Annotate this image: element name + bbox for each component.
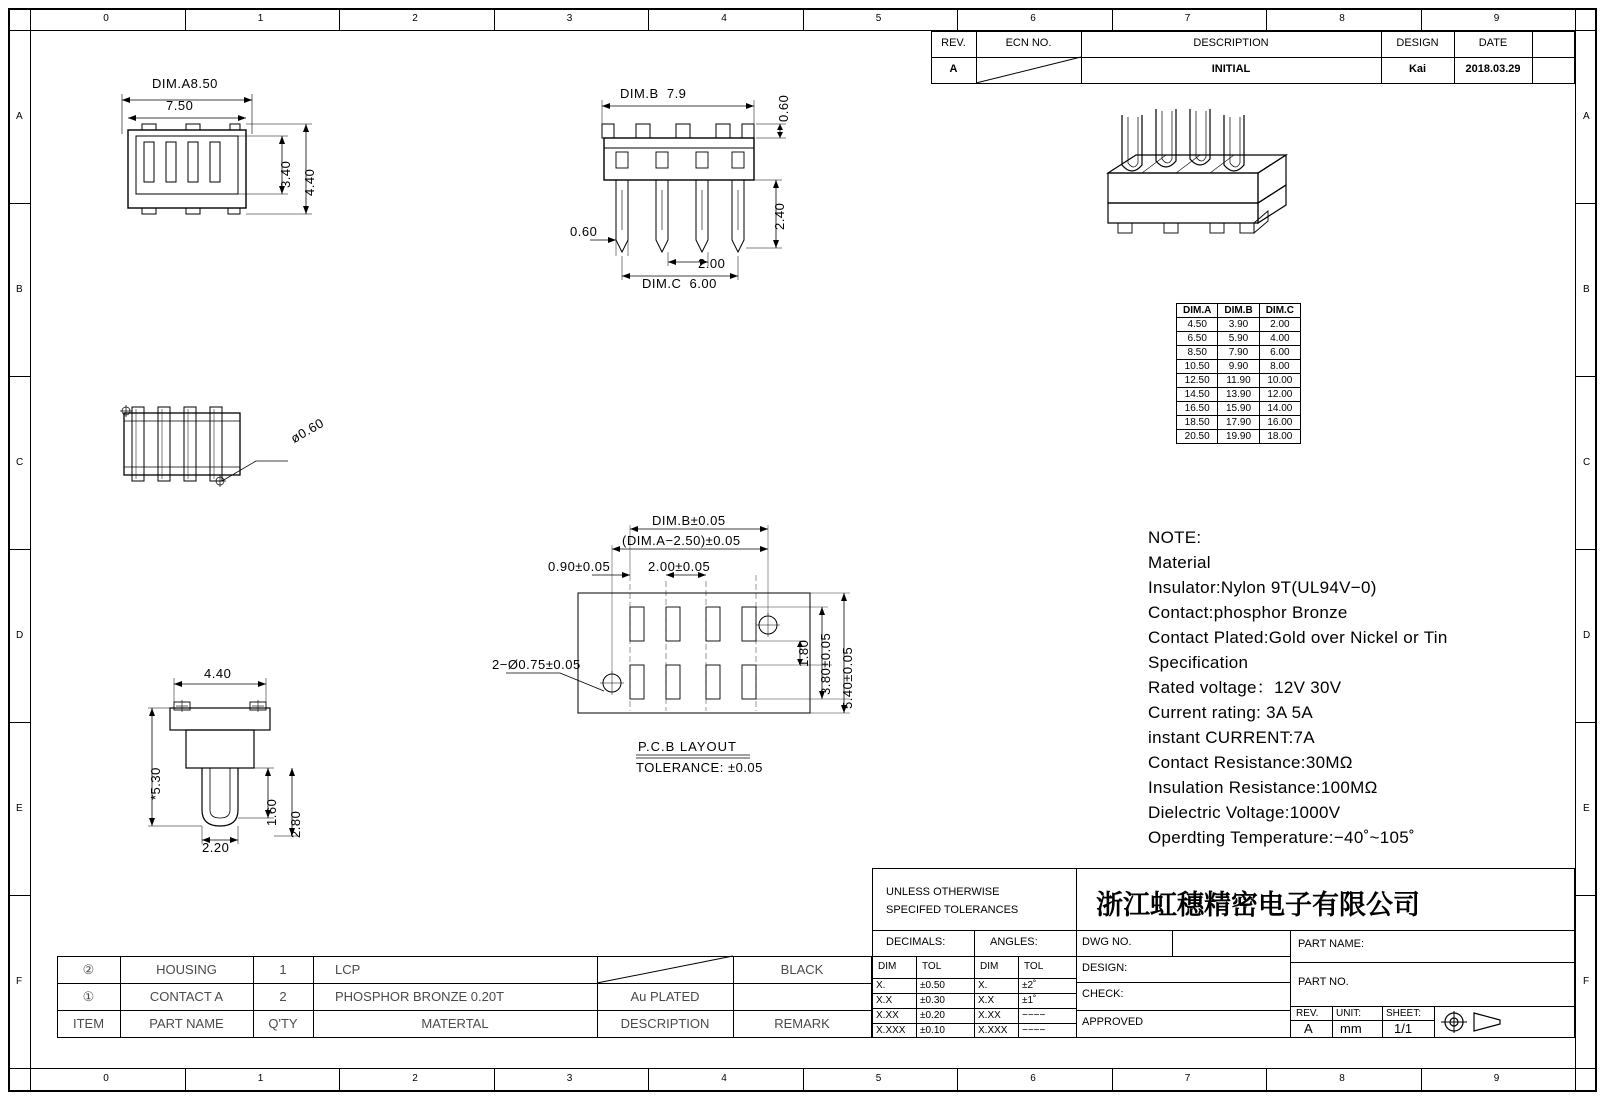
projection-symbol-icon — [1438, 1008, 1508, 1036]
front-dim-a-label: DIM.A8.50 — [152, 76, 218, 91]
bom-cell: CONTACT A — [149, 989, 224, 1004]
bom-cell: PART NAME — [149, 1016, 224, 1031]
view-isometric — [1090, 95, 1320, 255]
column-mark-top: 5 — [875, 13, 882, 24]
tolerance-header: TOL — [1024, 961, 1044, 972]
unit-value: mm — [1340, 1021, 1362, 1036]
dim-table-row — [1177, 430, 1301, 444]
rev-row-date: 2018.03.29 — [1465, 63, 1521, 75]
column-divider — [185, 1068, 186, 1090]
dim-table-cell: 18.00 — [1259, 430, 1300, 444]
column-mark-bottom: 0 — [103, 1073, 109, 1084]
bom-cell: ① — [82, 989, 95, 1004]
column-mark-bottom: 7 — [1184, 1073, 1191, 1084]
dim-table-row — [1177, 374, 1301, 388]
tolerance-header: DIM — [878, 961, 897, 972]
note-line: Insulator:Nylon 9T(UL94V−0) — [1148, 578, 1377, 597]
row-divider — [1575, 722, 1597, 723]
dim-table-row — [1177, 318, 1301, 332]
top-dim-b-label: DIM.B 7.9 — [620, 86, 687, 101]
column-mark-bottom: 8 — [1339, 1073, 1345, 1084]
column-mark-bottom: 9 — [1493, 1073, 1500, 1084]
bom-cell: BLACK — [780, 962, 824, 977]
pcb-380-label: 3.80±0.05 — [818, 632, 833, 695]
tolerance-cell: X.XX — [876, 1010, 899, 1021]
dim-table-cell: 2.00 — [1259, 318, 1300, 332]
top-060b-label: 0.60 — [570, 224, 598, 239]
column-divider — [957, 8, 958, 30]
company-name: 浙江虹穗精密电子有限公司 — [1096, 890, 1420, 921]
section-220-label: 2.20 — [202, 840, 230, 855]
row-divider — [8, 722, 30, 723]
bom-cell: Q'TY — [268, 1016, 298, 1031]
view-contact-row — [110, 395, 350, 515]
column-mark-top: 4 — [721, 13, 727, 24]
pcb-180-label: 1.80 — [796, 639, 811, 667]
tolerance-cell: X.X — [876, 995, 893, 1006]
front-width-label: 7.50 — [166, 98, 194, 113]
dim-table-cell: 4.00 — [1259, 332, 1300, 346]
column-divider — [1112, 1068, 1113, 1090]
note-line: Contact:phosphor Bronze — [1148, 603, 1348, 622]
pcb-dim-a-label: (DIM.A−2.50)±0.05 — [622, 533, 741, 548]
sheet-value: 1/1 — [1394, 1021, 1413, 1036]
revision-block — [931, 31, 1575, 83]
field-check-label: CHECK: — [1082, 988, 1124, 1000]
tolerance-header: TOL — [922, 961, 942, 972]
frame-outer-bottom — [8, 1090, 1597, 1092]
note-line: Insulation Resistance:100MΩ — [1148, 778, 1378, 797]
unit-label: UNIT: — [1336, 1008, 1361, 1019]
dim-table-row — [1177, 388, 1301, 402]
column-divider — [648, 1068, 649, 1090]
row-mark-right: F — [1583, 975, 1590, 987]
pcb-tolerance-label: TOLERANCE: ±0.05 — [636, 760, 763, 775]
tolerance-cell: X.XXX — [876, 1025, 906, 1036]
bom-table — [57, 956, 872, 1038]
dim-table-row — [1177, 332, 1301, 346]
dim-table-row — [1177, 346, 1301, 360]
note-line: Material — [1148, 553, 1211, 572]
part-no-label: PART NO. — [1298, 976, 1349, 988]
notes-block — [1148, 528, 1568, 850]
rev-row-description: INITIAL — [1211, 63, 1251, 75]
column-mark-top: 7 — [1184, 13, 1191, 24]
dim-table-row — [1177, 402, 1301, 416]
rev-value: A — [1304, 1021, 1313, 1036]
row-divider — [1575, 895, 1597, 896]
tolerance-cell: ±0.50 — [920, 980, 945, 991]
angles-label: ANGLES: — [990, 936, 1038, 948]
tolerance-note-line1: UNLESS OTHERWISE — [886, 886, 1000, 898]
view-top-pins — [570, 80, 900, 300]
section-280-label: 2.80 — [288, 810, 303, 838]
column-divider — [1266, 8, 1267, 30]
field-dwg-no-label: DWG NO. — [1082, 936, 1132, 948]
row-divider — [8, 549, 30, 550]
top-dim-c-label: DIM.C 6.00 — [642, 276, 717, 291]
row-mark-right: D — [1583, 629, 1591, 641]
dim-table-cell: 18.50 — [1177, 416, 1218, 430]
column-mark-bottom: 4 — [721, 1073, 727, 1084]
column-divider — [803, 1068, 804, 1090]
pcb-dim-b-label: DIM.B±0.05 — [652, 513, 726, 528]
tolerance-cell: X.XXX — [978, 1025, 1008, 1036]
tolerance-cell: ±0.20 — [920, 1010, 945, 1021]
tolerance-cell: X.X — [978, 995, 995, 1006]
note-line: Specification — [1148, 653, 1249, 672]
column-mark-bottom: 5 — [875, 1073, 882, 1084]
row-mark-right: B — [1583, 283, 1590, 295]
row-divider — [8, 203, 30, 204]
tolerance-header: DIM — [980, 961, 999, 972]
notes-title: NOTE: — [1148, 528, 1202, 547]
note-line: instant CURRENT:7A — [1148, 728, 1315, 747]
tolerance-cell: −−−− — [1022, 1025, 1046, 1036]
front-inner-height-label: 3.40 — [278, 160, 293, 188]
row-mark-right: E — [1583, 802, 1590, 814]
tolerance-cell: ±1˚ — [1022, 995, 1037, 1006]
rev-header-design: DESIGN — [1396, 37, 1439, 49]
tolerance-cell: ±0.30 — [920, 995, 945, 1006]
bom-cell: REMARK — [774, 1016, 830, 1031]
bom-cell: PHOSPHOR BRONZE 0.20T — [335, 989, 505, 1004]
dim-table-header: DIM.A — [1177, 304, 1218, 318]
column-mark-top: 9 — [1493, 13, 1500, 24]
dim-table-cell: 10.00 — [1259, 374, 1300, 388]
frame-outer-right — [1595, 8, 1597, 1092]
column-mark-top: 2 — [412, 13, 418, 24]
section-530-label: *5.30 — [148, 767, 163, 800]
dim-table-cell: 14.00 — [1259, 402, 1300, 416]
dim-table-cell: 8.00 — [1259, 360, 1300, 374]
top-pitch-label: 2.00 — [698, 256, 726, 271]
note-line: Current rating: 3A 5A — [1148, 703, 1314, 722]
row-divider — [8, 376, 30, 377]
column-mark-top: 8 — [1339, 13, 1345, 24]
part-name-label: PART NAME: — [1298, 938, 1365, 950]
column-divider — [1421, 1068, 1422, 1090]
dim-table-cell: 16.50 — [1177, 402, 1218, 416]
dim-table — [1176, 303, 1301, 444]
column-mark-top: 1 — [257, 13, 264, 24]
column-mark-top: 0 — [103, 13, 109, 24]
dim-table-cell: 13.90 — [1218, 388, 1259, 402]
bom-cell: MATERTAL — [421, 1016, 489, 1031]
row-mark-left: D — [16, 629, 24, 641]
column-divider — [1421, 8, 1422, 30]
note-line: Dielectric Voltage:1000V — [1148, 803, 1341, 822]
column-divider — [339, 8, 340, 30]
bom-cell: ② — [82, 962, 95, 977]
bom-cell: 1 — [279, 962, 287, 977]
dim-table-cell: 4.50 — [1177, 318, 1218, 332]
tolerance-cell: X. — [978, 980, 988, 991]
field-approved-label: APPROVED — [1082, 1016, 1144, 1028]
title-block — [872, 868, 1575, 1038]
column-divider — [648, 8, 649, 30]
top-060a-label: 0.60 — [776, 94, 791, 122]
column-divider — [494, 1068, 495, 1090]
pcb-200-label: 2.00±0.05 — [648, 559, 711, 574]
row-divider — [1575, 549, 1597, 550]
column-divider — [957, 1068, 958, 1090]
column-divider — [1266, 1068, 1267, 1090]
dim-table-cell: 3.90 — [1218, 318, 1259, 332]
column-mark-top: 6 — [1030, 13, 1036, 24]
dim-table-cell: 17.90 — [1218, 416, 1259, 430]
row-mark-left: B — [16, 283, 23, 295]
note-line: Contact Resistance:30MΩ — [1148, 753, 1353, 772]
bom-cell: HOUSING — [156, 962, 217, 977]
row-mark-right: C — [1583, 456, 1591, 468]
frame-inner-left — [30, 30, 31, 1068]
dim-table-cell: 16.00 — [1259, 416, 1300, 430]
bom-cell: ITEM — [72, 1016, 105, 1031]
dim-table-cell: 15.90 — [1218, 402, 1259, 416]
column-divider — [494, 8, 495, 30]
rev-row-rev: A — [949, 63, 958, 75]
note-line: Contact Plated:Gold over Nickel or Tin — [1148, 628, 1448, 647]
row-divider — [1575, 376, 1597, 377]
rev-header-ecn: ECN NO. — [1005, 37, 1052, 49]
rev-row-design: Kai — [1408, 63, 1427, 75]
dim-table-cell: 6.50 — [1177, 332, 1218, 346]
section-440-label: 4.40 — [204, 666, 232, 681]
rev-header-date: DATE — [1478, 37, 1508, 49]
note-line: Operdting Temperature:−40˚~105˚ — [1148, 828, 1415, 847]
pcb-layout-title: P.C.B LAYOUT — [638, 739, 737, 754]
pcb-540-label: 5.40±0.05 — [840, 646, 855, 709]
bom-cell: 2 — [279, 989, 287, 1004]
dim-table-cell: 14.50 — [1177, 388, 1218, 402]
column-mark-bottom: 2 — [412, 1073, 418, 1084]
tolerance-cell: ±0.10 — [920, 1025, 945, 1036]
row-mark-left: C — [16, 456, 24, 468]
row-mark-left: E — [16, 802, 23, 814]
dim-table-cell: 7.90 — [1218, 346, 1259, 360]
dim-table-cell: 9.90 — [1218, 360, 1259, 374]
bom-cell: LCP — [335, 962, 361, 977]
column-divider — [339, 1068, 340, 1090]
row-mark-right: A — [1583, 110, 1590, 122]
dim-table-cell: 19.90 — [1218, 430, 1259, 444]
column-mark-bottom: 3 — [566, 1073, 573, 1084]
tolerance-cell: X.XX — [978, 1010, 1001, 1021]
decimals-label: DECIMALS: — [886, 936, 946, 948]
tolerance-cell: X. — [876, 980, 886, 991]
dim-table-cell: 8.50 — [1177, 346, 1218, 360]
tolerance-note-line2: SPECIFED TOLERANCES — [886, 904, 1019, 916]
dim-table-cell: 10.50 — [1177, 360, 1218, 374]
dim-table-row — [1177, 416, 1301, 430]
front-outer-height-label: 4.40 — [302, 168, 317, 196]
tolerance-cell: ±2˚ — [1022, 980, 1037, 991]
pcb-holes-label: 2−Ø0.75±0.05 — [492, 657, 581, 672]
column-mark-bottom: 6 — [1030, 1073, 1036, 1084]
sheet-label: SHEET: — [1386, 1008, 1422, 1019]
dim-table-cell: 6.00 — [1259, 346, 1300, 360]
column-mark-top: 3 — [566, 13, 573, 24]
column-divider — [185, 8, 186, 30]
column-divider — [803, 8, 804, 30]
bom-cell: Au PLATED — [630, 989, 700, 1004]
dim-table-cell: 11.90 — [1218, 374, 1259, 388]
rev-label: REV. — [1296, 1008, 1319, 1019]
bom-cell: DESCRIPTION — [620, 1016, 710, 1031]
rev-header-description: DESCRIPTION — [1193, 37, 1269, 49]
field-design-label: DESIGN: — [1082, 962, 1128, 974]
dim-table-cell: 20.50 — [1177, 430, 1218, 444]
column-divider — [1112, 8, 1113, 30]
pcb-090-label: 0.90±0.05 — [548, 559, 611, 574]
section-160-label: 1.60 — [264, 798, 279, 826]
frame-outer-left — [8, 8, 10, 1092]
column-mark-bottom: 1 — [257, 1073, 264, 1084]
view-pcb-layout — [492, 513, 920, 785]
rev-header-rev: REV. — [941, 37, 966, 49]
tolerance-cell: −−−− — [1022, 1010, 1046, 1021]
view-front — [110, 76, 370, 260]
dim-table-cell: 5.90 — [1218, 332, 1259, 346]
view-section — [140, 660, 380, 860]
row-divider — [8, 895, 30, 896]
row-divider — [1575, 203, 1597, 204]
row-mark-left: F — [16, 975, 23, 987]
note-line: Rated voltage：12V 30V — [1148, 678, 1342, 697]
contact-row-dia-label: ø0.60 — [288, 415, 327, 446]
dim-table-cell: 12.00 — [1259, 388, 1300, 402]
dim-table-row — [1177, 360, 1301, 374]
row-mark-left: A — [16, 110, 23, 122]
dim-table-header: DIM.B — [1218, 304, 1259, 318]
dim-table-header: DIM.C — [1259, 304, 1300, 318]
top-240-label: 2.40 — [772, 202, 787, 230]
dim-table-cell: 12.50 — [1177, 374, 1218, 388]
